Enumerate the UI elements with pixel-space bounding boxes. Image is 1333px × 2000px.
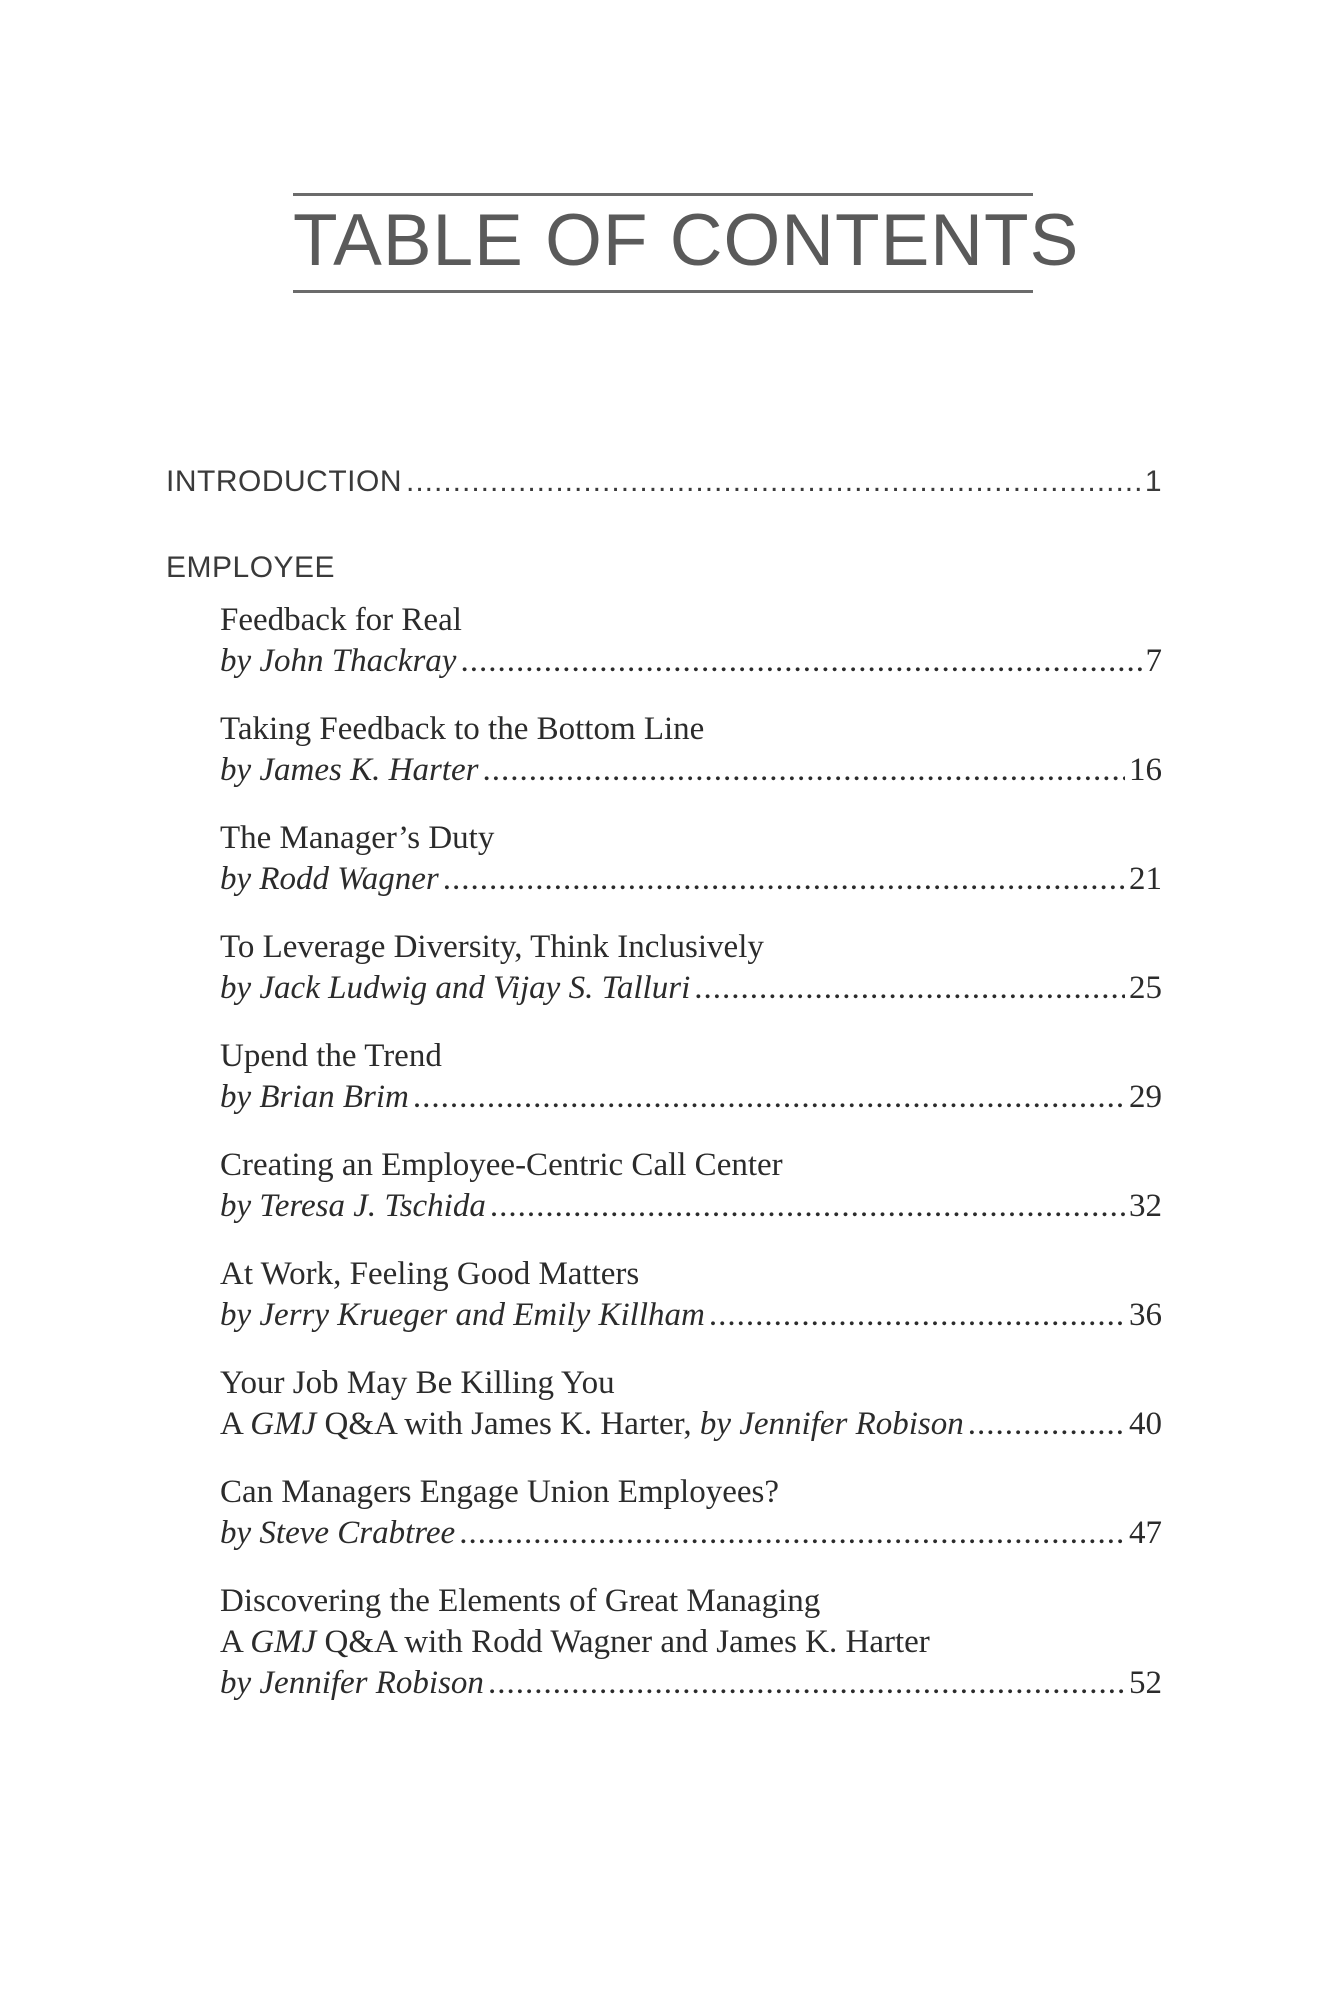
entry-title: Upend the Trend	[220, 1038, 442, 1074]
entry-title: To Leverage Diversity, Think Inclusively	[220, 929, 764, 965]
page-number: 21	[1129, 861, 1162, 897]
toc-entry-introduction[interactable]	[166, 462, 1162, 502]
entry-author: by Jennifer Robison	[699, 1406, 964, 1442]
entry-title: Taking Feedback to the Bottom Line	[220, 711, 705, 747]
toc-entry[interactable]	[220, 1036, 1162, 1118]
dot-leader	[968, 1404, 1125, 1445]
toc-entry[interactable]	[220, 1363, 1162, 1445]
entry-title: Feedback for Real	[220, 602, 462, 638]
toc-entry[interactable]	[220, 600, 1162, 682]
page-number: 47	[1129, 1515, 1162, 1551]
entry-author: by Jerry Krueger and Emily Killham	[220, 1297, 705, 1333]
page-number: 40	[1129, 1406, 1162, 1442]
entry-author: by Steve Crabtree	[220, 1515, 456, 1551]
entry-author: by Jennifer Robison	[220, 1665, 484, 1701]
dot-leader	[694, 968, 1125, 1009]
toc-entry[interactable]	[220, 1145, 1162, 1227]
dot-leader	[490, 1186, 1125, 1227]
title-block	[293, 193, 1080, 293]
page-number: 7	[1145, 643, 1162, 679]
toc-entry[interactable]	[220, 927, 1162, 1009]
entry-author: by Brian Brim	[220, 1079, 409, 1115]
toc-entry[interactable]	[220, 709, 1162, 791]
page-number: 1	[1144, 465, 1162, 498]
entry-title: At Work, Feeling Good Matters	[220, 1256, 640, 1292]
dot-leader	[406, 462, 1141, 502]
dot-leader	[709, 1295, 1125, 1336]
entries-list	[166, 600, 1162, 1704]
dot-leader	[488, 1663, 1125, 1704]
page-number: 29	[1129, 1079, 1162, 1115]
dot-leader	[413, 1077, 1125, 1118]
entry-title: Discovering the Elements of Great Managing	[220, 1583, 821, 1619]
entry-title: Can Managers Engage Union Employees?	[220, 1474, 780, 1510]
entry-author: by Teresa J. Tschida	[220, 1188, 486, 1224]
toc-entry[interactable]	[220, 1472, 1162, 1554]
entry-title: The Manager’s Duty	[220, 820, 495, 856]
entry-title: Creating an Employee-Centric Call Center	[220, 1147, 783, 1183]
entry-author: by James K. Harter	[220, 752, 479, 788]
toc-entry[interactable]	[220, 1254, 1162, 1336]
dot-leader	[443, 859, 1125, 900]
entry-author: by Rodd Wagner	[220, 861, 439, 897]
entry-title: Your Job May Be Killing You	[220, 1365, 615, 1401]
dot-leader	[459, 1513, 1125, 1554]
page-number: 52	[1129, 1665, 1162, 1701]
page-title: TABLE OF CONTENTS	[293, 200, 1080, 281]
page-number: 16	[1129, 752, 1162, 788]
entry-subtitle: A GMJ Q&A with Rodd Wagner and James K. Harter	[220, 1624, 930, 1660]
entry-author: by Jack Ludwig and Vijay S. Talluri	[220, 970, 691, 1006]
dot-leader	[460, 641, 1141, 682]
section-heading: EMPLOYEE	[166, 551, 336, 584]
introduction-label: INTRODUCTION	[166, 465, 402, 498]
page-number: 32	[1129, 1188, 1162, 1224]
page-number: 25	[1129, 970, 1162, 1006]
page-number: 36	[1129, 1297, 1162, 1333]
entry-subtitle: A GMJ Q&A with James K. Harter, by Jennifer Robison	[220, 1406, 964, 1442]
entry-author: by John Thackray	[220, 643, 457, 679]
dot-leader	[482, 750, 1125, 791]
toc-entry[interactable]	[220, 818, 1162, 900]
table-of-contents	[166, 462, 1162, 1704]
toc-entry[interactable]	[220, 1581, 1162, 1704]
